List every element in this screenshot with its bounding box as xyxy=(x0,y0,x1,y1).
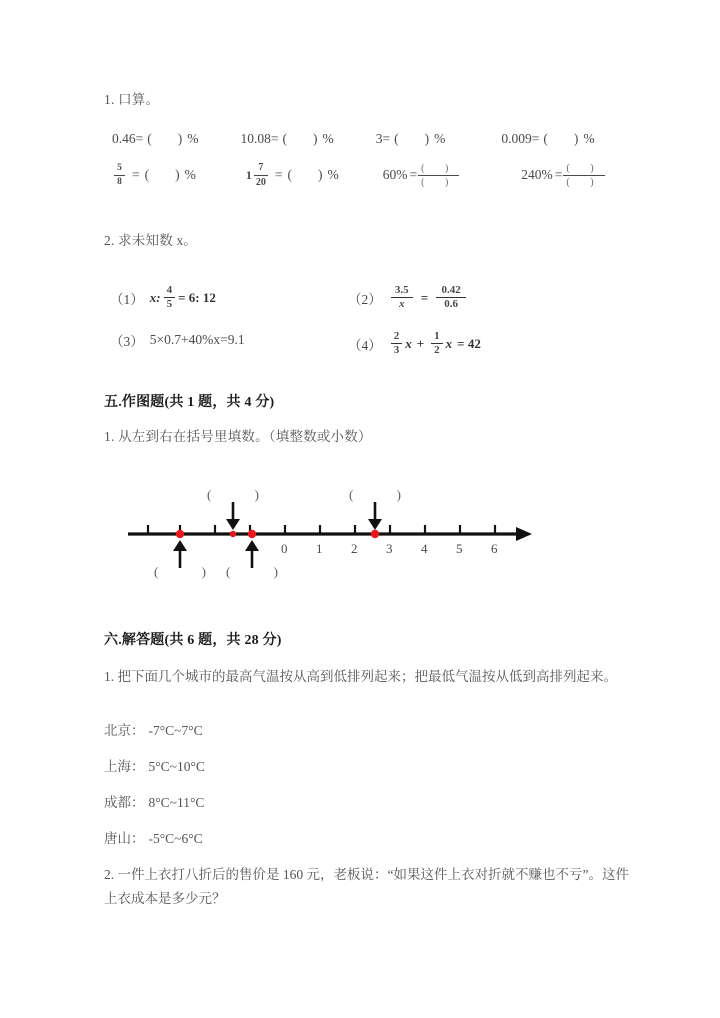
arrow-down-icon xyxy=(368,502,382,530)
axis-label-1: 1 xyxy=(316,541,323,556)
oral-row-1 xyxy=(112,131,595,147)
section-six-q2-text: 2. 一件上衣打八折后的售价是 160 元，老板说：“如果这件上衣对折就不赚也不亏”。这件上衣成本是多少元？ xyxy=(104,867,629,906)
axis-label-0: 0 xyxy=(281,541,288,556)
fraction-4-5: 4 5 xyxy=(164,284,176,311)
city-name: 上海： xyxy=(104,759,145,774)
answer-bracket-below-2[interactable]: ( ) xyxy=(226,564,298,579)
solve-x-item-1: （1） x: 4 5 = 6: 12 xyxy=(110,284,216,311)
mixed-number-1-7-20: 1 $\frac{7}{20}$ xyxy=(245,162,266,188)
oral-item-1: 0.46= ( ) % xyxy=(112,131,199,146)
fraction-1-2: 1 2 xyxy=(431,330,443,357)
city-name: 成都： xyxy=(104,795,145,810)
oral-row-2 xyxy=(112,162,605,188)
axis-arrowhead-icon xyxy=(516,527,532,541)
axis-label-5: 5 xyxy=(456,541,463,556)
answer-bracket-above-1[interactable]: ( ) xyxy=(207,487,279,502)
red-point xyxy=(371,530,379,538)
city-temp-range: 8°C~11°C xyxy=(148,795,205,810)
arrow-down-icon xyxy=(226,502,240,530)
fraction-2-3: 2 3 xyxy=(391,330,403,357)
arrow-up-icon xyxy=(173,540,187,568)
solve-x-item-2: （2） 3.5 x = 0.42 0.6 xyxy=(348,284,469,311)
fraction-5-8: $\frac{5}{8}$ xyxy=(114,163,125,188)
paren-fraction[interactable]: ( ) ( ) xyxy=(563,163,604,188)
city-temp-range: 5°C~10°C xyxy=(148,759,205,774)
oral-item-4: 0.009= ( ) % xyxy=(501,131,595,146)
city-row-tangshan xyxy=(104,827,404,851)
solve-x-item-4: （4） 2 3 x + 1 2 x = 42 xyxy=(348,330,481,357)
axis-label-3: 3 xyxy=(386,541,393,556)
red-point xyxy=(248,530,256,538)
paren-fraction[interactable]: ( ) ( ) xyxy=(418,163,459,188)
oral-item-6: 1 $\frac{7}{20}$ = ( ) % xyxy=(245,162,339,188)
solve-x-title: 2. 求未知数 x。 xyxy=(104,233,198,248)
axis-label-6: 6 xyxy=(491,541,498,556)
oral-item-5: $\frac{5}{8}$ = ( ) % xyxy=(112,163,196,188)
item-label: （1） xyxy=(110,291,144,307)
oral-item-7: 60% = ( ) ( ) xyxy=(382,162,458,188)
oral-item-2: 10.08= ( ) % xyxy=(240,131,334,146)
fraction-3p5-over-x: 3.5 x xyxy=(391,284,413,311)
fraction-0p42-over-0p6: 0.42 0.6 xyxy=(436,284,466,311)
axis-label-2: 2 xyxy=(351,541,358,556)
solve-x-item-3: （3） 5×0.7+40%x=9.1 xyxy=(110,332,245,349)
item-label: （4） xyxy=(348,337,382,353)
arrow-up-icons xyxy=(173,540,259,568)
city-temp-range: -7°C~7°C xyxy=(148,723,203,738)
section-six-heading: 六.解答题(共 6 题，共 28 分) xyxy=(104,633,282,648)
red-point xyxy=(230,531,236,537)
red-point xyxy=(176,530,184,538)
city-row-beijing xyxy=(104,719,404,743)
city-row-shanghai xyxy=(104,755,404,779)
section-six-q1-text: 1. 把下面几个城市的最高气温按从高到低排列起来；把最低气温按从低到高排列起来。 xyxy=(104,669,617,684)
section-five-heading: 五.作图题(共 1 题，共 4 分) xyxy=(104,395,275,410)
section-five-question: 1. 从左到右在括号里填数。（填整数或小数） xyxy=(104,429,372,444)
answer-bracket-above-2[interactable]: ( ) xyxy=(349,487,421,502)
city-name: 北京： xyxy=(104,723,145,738)
arrow-up-icon xyxy=(245,540,259,568)
axis-label-4: 4 xyxy=(421,541,428,556)
number-line-figure xyxy=(120,478,540,590)
oral-item-3: 3= ( ) % xyxy=(375,131,446,146)
oral-item-8: 240% = ( ) ( ) xyxy=(521,162,603,188)
answer-bracket-below-1[interactable]: ( ) xyxy=(154,564,226,579)
city-name: 唐山： xyxy=(104,831,145,846)
item-label: （3） xyxy=(110,334,144,349)
item-label: （2） xyxy=(348,291,382,307)
oral-arithmetic-title: 1. 口算。 xyxy=(104,92,160,107)
city-row-chengdu xyxy=(104,791,404,815)
city-temp-range: -5°C~6°C xyxy=(148,831,203,846)
